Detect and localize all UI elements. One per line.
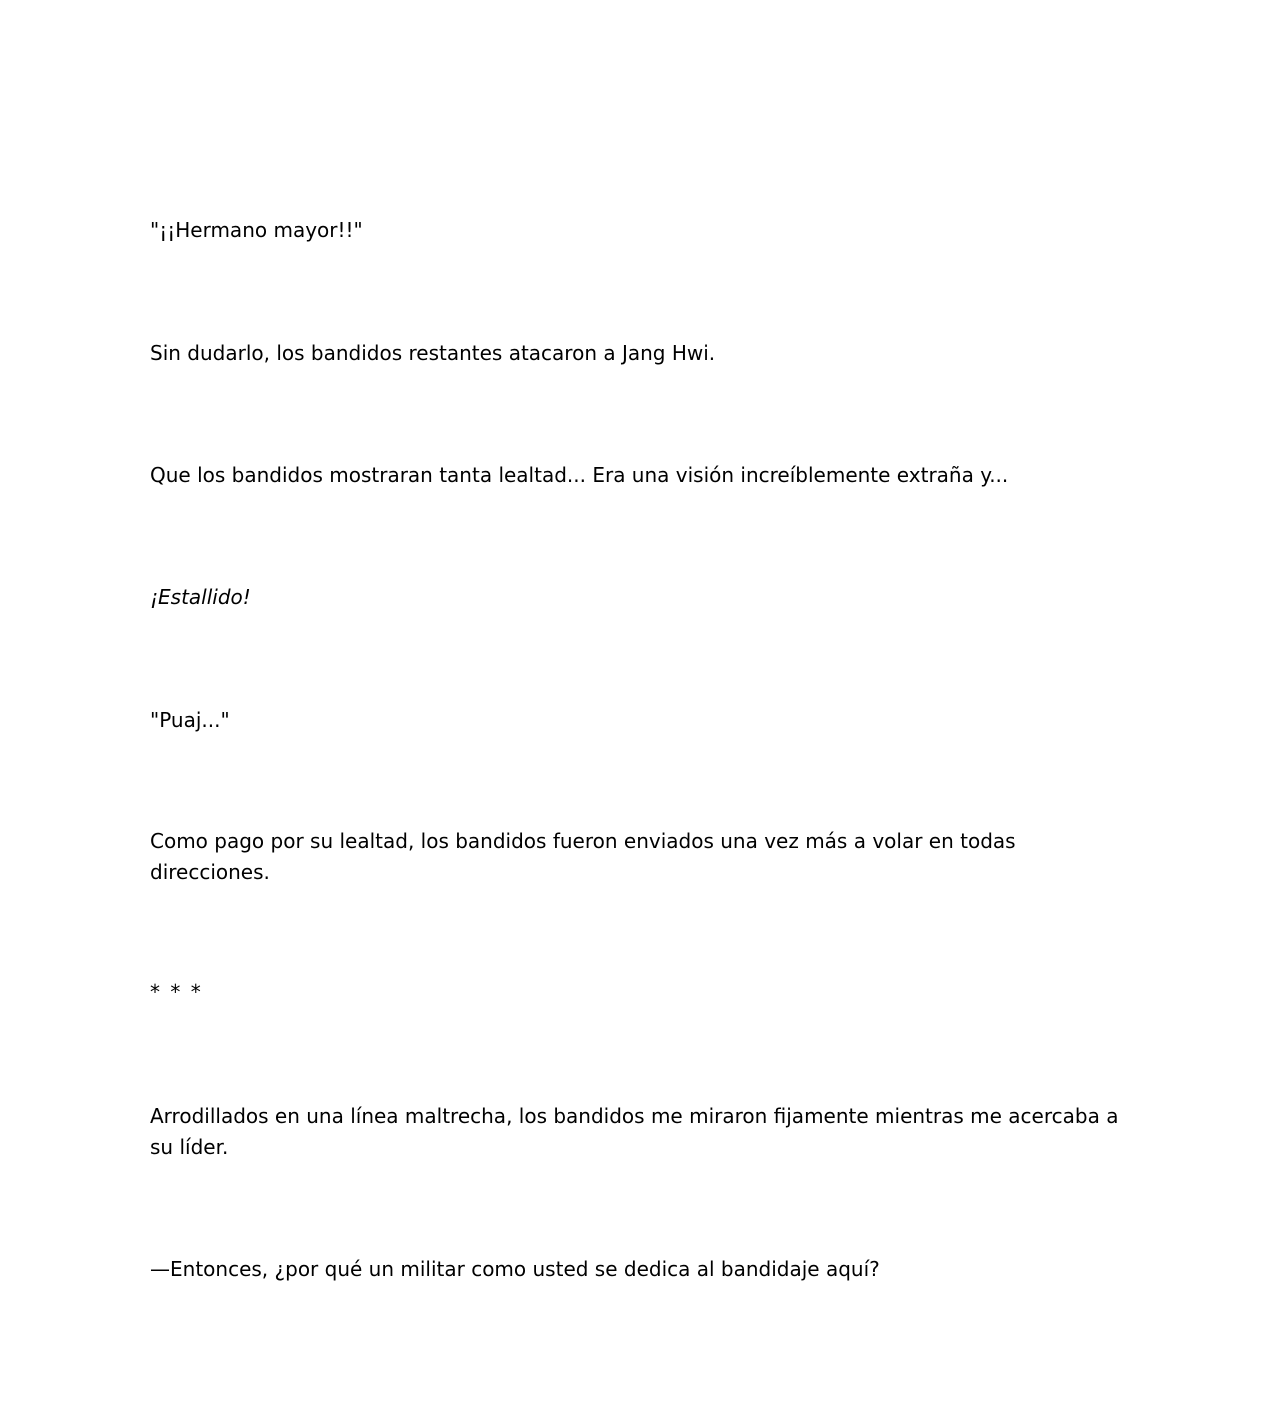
paragraph-dialogue-hermano-mayor: "¡¡Hermano mayor!!": [150, 218, 363, 242]
paragraph-dialogue-question: —Entonces, ¿por qué un militar como usted se dedica al bandidaje aquí?: [150, 1257, 880, 1281]
paragraph-loyalty-vision: Que los bandidos mostraran tanta lealtad... Era una visión increíblemente extraña y...: [150, 463, 1009, 487]
paragraph-sound-effect: ¡Estallido!: [150, 585, 251, 609]
paragraph-bandits-flying: Como pago por su lealtad, los bandidos fueron enviados una vez más a volar en todas direcciones.: [150, 829, 1016, 884]
paragraph-kneeling-bandits: Arrodillados en una línea maltrecha, los bandidos me miraron fijamente mientras me acercaba a su líder.: [150, 1104, 1119, 1159]
scene-break: * * *: [150, 980, 203, 1004]
paragraph-bandits-attack: Sin dudarlo, los bandidos restantes atacaron a Jang Hwi.: [150, 341, 716, 365]
paragraph-dialogue-puaj: "Puaj...": [150, 708, 230, 732]
